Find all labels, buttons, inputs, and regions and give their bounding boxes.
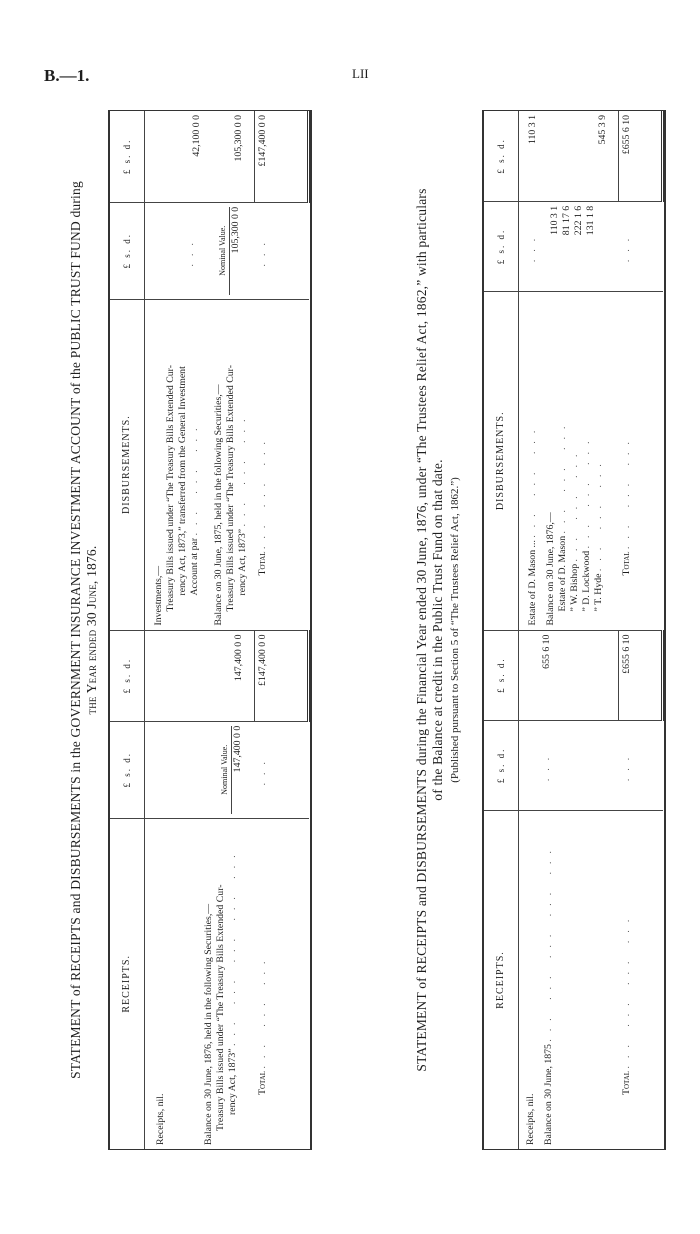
disbursements-total: £655 6 10 [619, 111, 663, 201]
balance-1875-line3: rency Act, 1873” [237, 528, 248, 596]
statement-a-title [68, 110, 100, 1150]
total-label: Total [620, 1070, 632, 1095]
receipts-nil: Receipts, nil. [155, 1093, 166, 1145]
disbursements-total: £147,400 0 0 [255, 111, 309, 202]
disbursements-heading: DISBURSEMENTS. [110, 299, 145, 630]
currency-header: £ s. d. [484, 111, 519, 201]
statement-a-title-line2: the Year ended 30 June, 1876. [84, 545, 99, 715]
balance-1875-line2: Treasury Bills issued under “The Treasury Bills Extended Cur- [225, 364, 236, 612]
balance-1875-label: Balance on 30 June, 1875 [543, 1044, 554, 1145]
statement-a-table: RECEIPTS. £ s. d. £ s. d. DISBURSEMENTS. £ s. d. £ s. d. Receipts, nil. Balance on 30 June, 1876, held in the following Securities,— Treasury Bills issued under “The Treasury Bills Extended Cur- rency Act, 1873” ... ... ... ... ... Nominal Value. 147,400 0 0 147,400 0 0 Investments,— Treasury Bills issued under “The Treasury Bills Extended Cur- rency Act, 1873,” transferred from the General Investment Account at par ... ... ... Balance on 30 June, 1875, held in the following Securities,— Treasury Bills issued under “The Treasury Bills Extended Cur- rency Act, 1873” ... ... ... ... Nominal Value. 105,300 0 0 42,100 0 0 105,300 0 0 Total ... ... ... ... £147,400 0 0 Total ... ... ... ... £147,400 0 0 [108, 110, 312, 1150]
statement-insurance-investment [68, 110, 316, 1150]
nominal-value-label: Nominal Value. [220, 744, 229, 795]
currency-header: £ s. d. [484, 630, 519, 720]
statement-b-title [414, 110, 446, 1150]
page-number: LII [352, 66, 369, 81]
disbursements-cell: Estate of D. Mason ... ... ... ... Balance on 30 June, 1876,— Estate of D. Mason ... ... ... ” W. Bishop ... ... ... ” D. Lockwood ... ... ... ” T. Hyde ... ... ... [519, 292, 619, 630]
nominal-value: 147,400 0 0 [231, 726, 244, 814]
balance-1876-line2: Treasury Bills issued under “The Treasury Bills Extended Cur- [215, 884, 226, 1131]
receipts-total-cell [145, 630, 255, 721]
currency-header: £ s. d. [484, 201, 519, 291]
total-label: Total [256, 1070, 268, 1095]
estate-value: 222 1 6 [573, 205, 584, 236]
estate-value: 131 1 8 [585, 205, 596, 236]
statement-a-title-line1: STATEMENT of RECEIPTS and DISBURSEMENTS in the GOVERNMENT INSURANCE INVESTMENT ACCOUNT of the PUBLIC TRUST FUND during [68, 181, 83, 1079]
balance-1876-line3: rency Act, 1873” [227, 1048, 238, 1115]
balance-1875-value: 105,300 0 0 [233, 115, 244, 162]
balance-1875-value: 655 6 10 [541, 634, 552, 669]
receipts-heading: RECEIPTS. [484, 811, 519, 1149]
estate-value: 81 17 6 [561, 205, 572, 236]
disbursements-heading: DISBURSEMENTS. [484, 292, 519, 630]
investments-line4: Account at par [189, 537, 200, 596]
currency-header: £ s. d. [110, 630, 145, 721]
investments-line2: Treasury Bills issued under “The Treasury Bills Extended Cur- [165, 364, 176, 612]
estate-item: ” W. Bishop ... ... ... [569, 446, 580, 612]
receipts-heading: RECEIPTS. [110, 818, 145, 1149]
nominal-value: 105,300 0 0 [229, 207, 242, 295]
investments-value: 42,100 0 0 [191, 115, 202, 157]
statement-b-title-line1: STATEMENT of RECEIPTS and DISBURSEMENTS during the Financial Year ended 30 June, 1876, under “The Trustees Relief Act, 1862,” with particulars [414, 188, 429, 1072]
receipts-total: £147,400 0 0 [255, 630, 309, 721]
receipts-total: £655 6 10 [619, 630, 663, 720]
disbursements-detail-cell: ... Nominal Value. 105,300 0 0 [145, 202, 255, 299]
receipts-detail-cell [145, 721, 255, 818]
estate-mason-value: 110 3 1 [527, 115, 538, 145]
investments-line1: Investments,— [153, 565, 164, 626]
published-note: (Published pursuant to Section 5 of “The Trustees Relief Act, 1862.”) [449, 477, 461, 783]
estate-mason-label: Estate of D. Mason ... [527, 540, 538, 626]
currency-header: £ s. d. [110, 111, 145, 202]
currency-header: £ s. d. [484, 720, 519, 810]
currency-header: £ s. d. [110, 721, 145, 818]
balance-1875-line1: Balance on 30 June, 1875, held in the following Securities,— [213, 384, 224, 626]
estate-item: ” D. Lockwood ... ... ... [581, 433, 592, 612]
receipts-nil: Receipts, nil. [525, 1093, 536, 1145]
statement-b-title-line2: of the Balance at credit in the Public Trust Fund on that date. [430, 459, 445, 801]
balance-1876-line1: Balance on 30 June, 1876, held in the following Securities,— [203, 903, 214, 1145]
investments-line3: rency Act, 1873,” transferred from the General Investment [177, 366, 188, 596]
estate-list [557, 296, 605, 625]
estate-item: Estate of D. Mason ... ... ... [557, 418, 568, 612]
disbursements-total-cell [145, 111, 255, 202]
receipts-cell: Receipts, nil. Balance on 30 June, 1875 ... ... ... ... ... [519, 811, 619, 1149]
disbursements-cell: Investments,— Treasury Bills issued under “The Treasury Bills Extended Cur- rency Act, 1873,” transferred from the General Investment Account at par ... ... ... Balance on 30 June, 1875, held in the following Securities,— Treasury Bills issued under “The Treasury Bills Extended Cur- rency Act, 1873” ... ... ... [145, 299, 255, 630]
estate-value: 110 3 1 [549, 205, 560, 235]
estate-values-cell: ... 110 3 1 81 17 6 222 1 6 131 1 8 [519, 201, 619, 291]
nominal-value-label: Nominal Value. [218, 225, 227, 276]
estate-item: ” T. Hyde ... ... ... [593, 456, 604, 612]
statement-trustees-relief [414, 110, 664, 1150]
balance-1876-label: Balance on 30 June, 1876,— [545, 512, 556, 626]
total-label: Total [620, 551, 632, 576]
currency-header: £ s. d. [110, 202, 145, 299]
statement-b-table: RECEIPTS. £ s. d. £ s. d. DISBURSEMENTS. £ s. d. £ s. d. Receipts, nil. Balance on 30 June, 1875 ... ... ... ... ... ... 655 6 10 Estate of D. Mason ... ... ... ... Balance on 30 June, 1876,— Estate of D. Mason ... ... ... ” W. Bishop ... ... ... ” D. Lockwood ... ... ... ” T. Hyde ... ... ... ... 110 3 1 81 17 6 222 1 6 131 1 8 110 3 1 545 3 9 Total ... ... ... ... ... £655 6 10 Total ... ... ... ... £655 6 10 [482, 110, 666, 1150]
document-reference: B.—1. [44, 66, 90, 85]
balance-1876-total: 545 3 9 [597, 115, 608, 145]
receipts-cell: Receipts, nil. Balance on 30 June, 1876, held in the following Securities,— Treasury Bills issued under “The Treasury Bills Extended Cur- rency Act, 1873” ... ... ... ... ... [145, 818, 255, 1149]
balance-1876-value: 147,400 0 0 [233, 634, 244, 682]
total-label: Total [256, 551, 268, 576]
